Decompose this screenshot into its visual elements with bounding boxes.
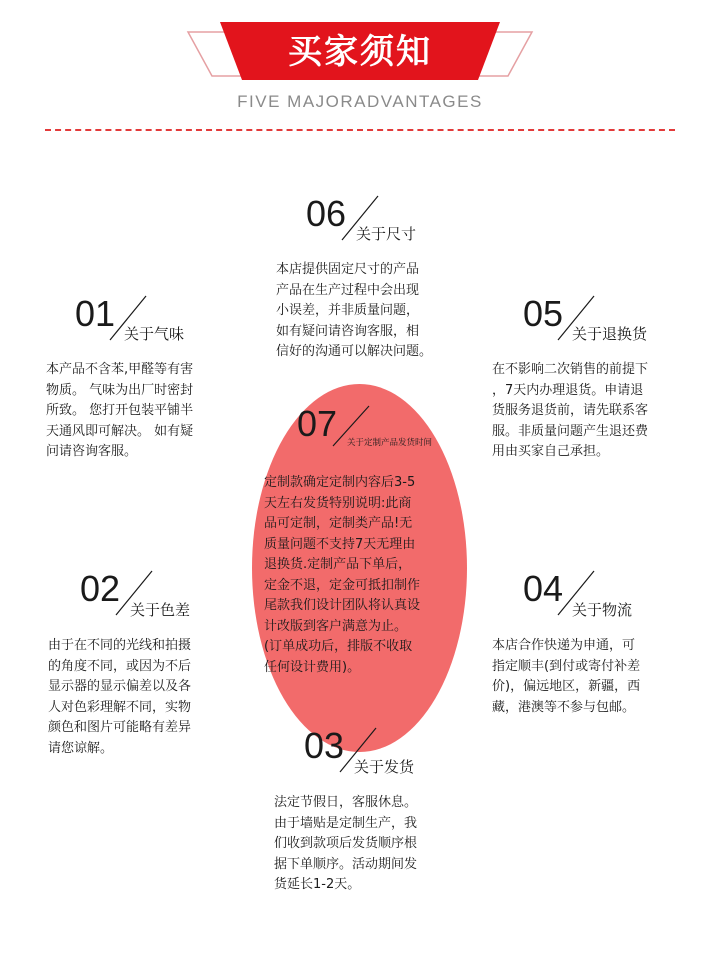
section-number: 04 <box>523 568 564 609</box>
section-body: 定制款确定定制内容后3-5 天左右发货特别说明:此商 品可定制，定制类产品!无 质量问题不支持7天无理由 退换货.定制产品下单后， 定金不退，定金可抵扣制作 尾款我们设计团队将认真设 计改版到客户满意为止。 (订单成功后，排版不收取 任何设计费用)。 <box>264 475 421 675</box>
section-number: 07 <box>297 403 338 444</box>
page-title: 买家须知 <box>288 32 432 72</box>
header-banner <box>0 0 720 100</box>
section-number: 06 <box>306 193 347 234</box>
section-label: 关于物流 <box>572 601 633 619</box>
section-label: 关于定制产品发货时间 <box>347 438 433 448</box>
section-label: 关于尺寸 <box>356 225 417 243</box>
section-number: 02 <box>80 568 121 609</box>
section-label: 关于退换货 <box>572 325 648 343</box>
section-number: 01 <box>75 293 116 334</box>
section-body: 在不影响二次销售的前提下 ，7天内办理退货。申请退 货服务退货前，请先联系客 服。非质量问题产生退还费 用由买家自己承担。 <box>492 362 649 459</box>
page-subtitle: FIVE MAJORADVANTAGES <box>237 92 483 111</box>
section-number: 05 <box>523 293 564 334</box>
section-label: 关于色差 <box>130 601 191 619</box>
dashed-divider <box>45 129 675 131</box>
section-body: 本产品不含苯,甲醛等有害 物质。 气味为出厂时密封 所致。 您打开包装平铺半 天通风即可解决。 如有疑 问请咨询客服。 <box>46 362 194 459</box>
section-body: 由于在不同的光线和拍摄 的角度不同，或因为不后 显示器的显示偏差以及各 人对色彩理解不同，实物 颜色和图片可能略有差异 请您谅解。 <box>48 638 192 756</box>
section-number: 03 <box>304 725 345 766</box>
section-body: 法定节假日，客服休息。 由于墙贴是定制生产，我 们收到款项后发货顺序根 据下单顺序。活动期间发 货延长1-2天。 <box>274 795 418 892</box>
section-body: 本店提供固定尺寸的产品 产品在生产过程中会出现 小误差，并非质量问题， 如有疑问请咨询客服，相 信好的沟通可以解决问题。 <box>276 262 433 359</box>
section-label: 关于发货 <box>354 758 415 776</box>
section-label: 关于气味 <box>124 325 185 343</box>
section-body: 本店合作快递为申通，可 指定顺丰(到付或寄付补差 价)，偏远地区，新疆，西 藏，港澳等不参与包邮。 <box>492 638 641 715</box>
